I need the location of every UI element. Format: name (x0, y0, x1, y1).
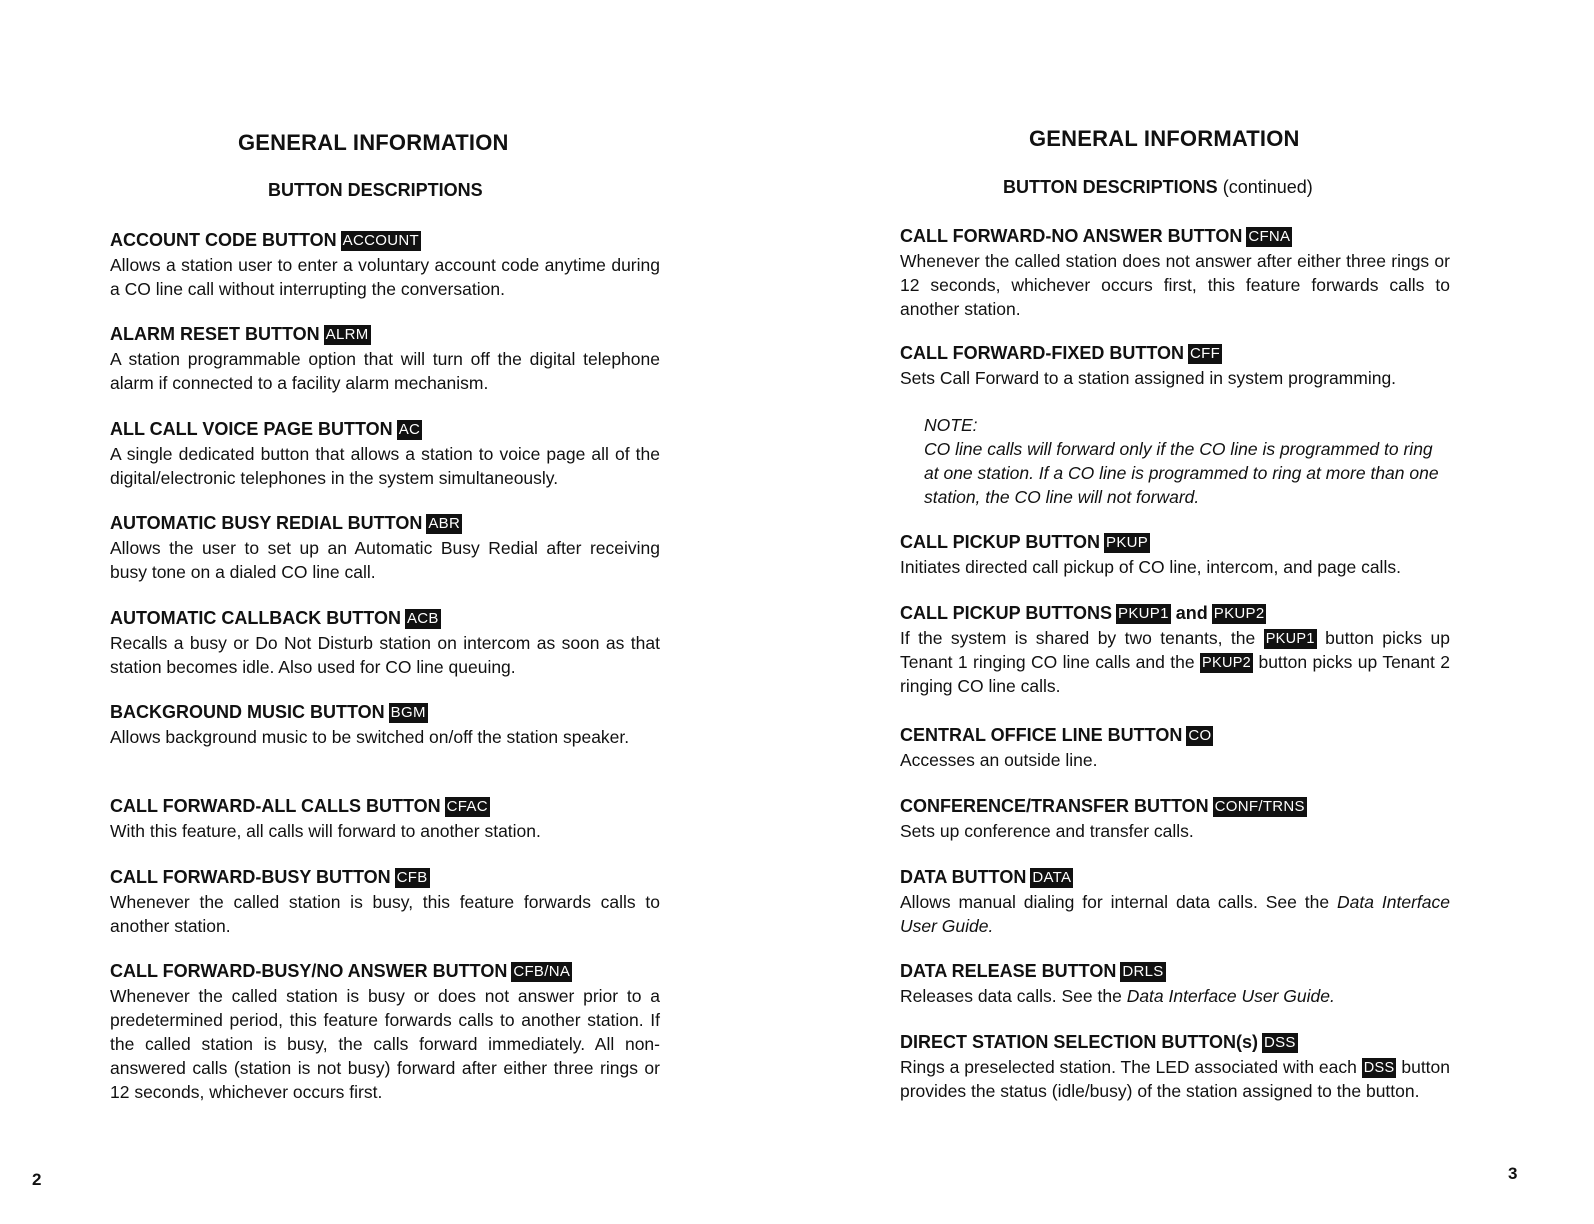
key-label: PKUP1 (1265, 631, 1315, 647)
page-title: GENERAL INFORMATION (238, 130, 509, 155)
entry-title: CALL PICKUP BUTTON (900, 532, 1101, 552)
entry-conf-trns (900, 794, 1450, 843)
entry-title: CALL PICKUP BUTTONS (900, 603, 1113, 623)
entry-desc: A station programmable option that will turn off the digital telephone alarm if connected to a facility alarm mechanism. (110, 349, 660, 393)
entry-desc: Allows the user to set up an Automatic Busy Redial after receiving busy tone on a dialed CO line call. (110, 538, 660, 582)
key-label: CONF/TRNS (1214, 798, 1305, 815)
entry-title: CONFERENCE/TRANSFER BUTTON (900, 796, 1209, 816)
entry-title: CALL FORWARD-BUSY/NO ANSWER BUTTON (110, 961, 508, 981)
entry-title: CALL FORWARD-NO ANSWER BUTTON (900, 226, 1243, 246)
key-label: CFB/NA (513, 963, 571, 980)
entry-dss (900, 1030, 1450, 1103)
entry-desc: Whenever the called station is busy or does not answer prior to a predetermined period, this feature forwards calls to another station. If the called station is busy, the calls forward immediately. All non-answered calls (station is not busy) forward after either three rings or 12 seconds, whichever occurs first. (110, 986, 660, 1102)
entry-title: CALL FORWARD-BUSY BUTTON (110, 867, 391, 887)
entry-desc: Sets up conference and transfer calls. (900, 821, 1194, 841)
entry-cfb (110, 865, 660, 938)
entry-cff (900, 341, 1450, 390)
entry-desc: Whenever the called station does not answer after either three rings or 12 seconds, whichever occurs first, this feature forwards calls to another station. (900, 251, 1450, 319)
note-label: NOTE: (924, 415, 978, 435)
entry-desc: Recalls a busy or Do Not Disturb station on intercom as soon as that station becomes idle. Also used for CO line queuing. (110, 633, 660, 677)
page-title: GENERAL INFORMATION (1029, 126, 1300, 151)
entry-title: CALL FORWARD-ALL CALLS BUTTON (110, 796, 441, 816)
key-label: ACCOUNT (342, 232, 419, 249)
entry-drls (900, 959, 1450, 1008)
key-label: CFAC (446, 798, 488, 815)
entry-title: AUTOMATIC CALLBACK BUTTON (110, 608, 401, 628)
key-label: DATA (1032, 869, 1072, 886)
entry-callback (110, 606, 660, 679)
entry-title: BACKGROUND MUSIC BUTTON (110, 702, 385, 722)
key-label: CFNA (1248, 228, 1291, 245)
entry-desc: Sets Call Forward to a station assigned in system programming. (900, 368, 1397, 388)
key-label: ABR (428, 515, 461, 532)
entry-title: DATA RELEASE BUTTON (900, 961, 1117, 981)
entry-title: CENTRAL OFFICE LINE BUTTON (900, 725, 1183, 745)
entry-desc: Initiates directed call pickup of CO line, intercom, and page calls. (900, 557, 1401, 577)
key-label: PKUP2 (1202, 655, 1252, 671)
entry-desc: With this feature, all calls will forward to another station. (110, 821, 541, 841)
entry-desc: Releases data calls. See the Data Interface User Guide. (900, 986, 1335, 1006)
entry-data (900, 865, 1450, 938)
entry-bgm (110, 700, 660, 749)
key-label: PKUP2 (1213, 605, 1265, 622)
entry-account (110, 228, 660, 301)
entry-pkup12 (900, 601, 1450, 698)
key-label: AC (398, 421, 421, 438)
entry-title: CALL FORWARD-FIXED BUTTON (900, 343, 1184, 363)
note-block (924, 413, 1444, 509)
key-label: CO (1188, 727, 1212, 744)
entry-desc: Accesses an outside line. (900, 750, 1098, 770)
key-label: BGM (390, 704, 426, 721)
entry-cfac (110, 794, 660, 843)
entry-title: DIRECT STATION SELECTION BUTTON(s) (900, 1032, 1258, 1052)
entry-desc: A single dedicated button that allows a station to voice page all of the digital/electronic telephones in the system simultaneously. (110, 444, 660, 488)
key-label: DSS (1363, 1060, 1395, 1076)
key-label: PKUP (1106, 534, 1149, 551)
guide-reference: Data Interface User Guide. (900, 892, 1451, 936)
page-number: 2 (32, 1170, 42, 1189)
entry-title: ALARM RESET BUTTON (110, 324, 320, 344)
entry-alarm-reset (110, 322, 660, 395)
section-suffix: (continued) (1222, 177, 1313, 197)
key-label: ALRM (325, 326, 369, 343)
key-label: CFF (1190, 345, 1221, 362)
entry-busy-redial (110, 511, 660, 584)
entry-pkup (900, 530, 1450, 579)
entry-desc: Allows background music to be switched on/off the station speaker. (110, 727, 630, 747)
page-number: 3 (1508, 1164, 1518, 1183)
entry-title: ALL CALL VOICE PAGE BUTTON (110, 419, 393, 439)
entry-title: AUTOMATIC BUSY REDIAL BUTTON (110, 513, 423, 533)
entry-desc: Whenever the called station is busy, this feature forwards calls to another station. (110, 892, 660, 936)
entry-desc: If the system is shared by two tenants, the PKUP1 button picks up Tenant 1 ringing CO line calls and the PKUP2 button picks up Tenant 2 ringing CO line calls. (900, 628, 1450, 696)
key-label: ACB (406, 610, 439, 627)
key-label: DRLS (1122, 963, 1164, 980)
entry-desc: Allows a station user to enter a voluntary account code anytime during a CO line call without interrupting the conversation. (110, 255, 660, 299)
entry-title: ACCOUNT CODE BUTTON (110, 230, 337, 250)
section-title: BUTTON DESCRIPTIONS (268, 180, 483, 200)
guide-reference: Data Interface User Guide. (1126, 986, 1335, 1006)
right-page (797, 0, 1594, 1224)
entry-co (900, 723, 1450, 772)
entry-desc: Allows manual dialing for internal data calls. See the Data Interface User Guide. (900, 892, 1451, 936)
entry-desc: Rings a preselected station. The LED associated with each DSS button provides the status (idle/busy) of the station assigned to the button. (900, 1057, 1451, 1101)
entry-title: DATA BUTTON (900, 867, 1027, 887)
entry-cfb-na (110, 959, 660, 1104)
section-title: BUTTON DESCRIPTIONS (continued) (1003, 177, 1313, 197)
note-text: CO line calls will forward only if the CO line is programmed to ring at one station. If a CO line is programmed to ring at more than one station, the CO line will not forward. (924, 439, 1439, 507)
key-label: PKUP1 (1118, 605, 1169, 622)
and-text: and (1175, 603, 1208, 623)
entry-all-call (110, 417, 660, 490)
key-label: DSS (1264, 1034, 1296, 1051)
key-label: CFB (396, 869, 428, 886)
entry-cfna (900, 224, 1450, 321)
